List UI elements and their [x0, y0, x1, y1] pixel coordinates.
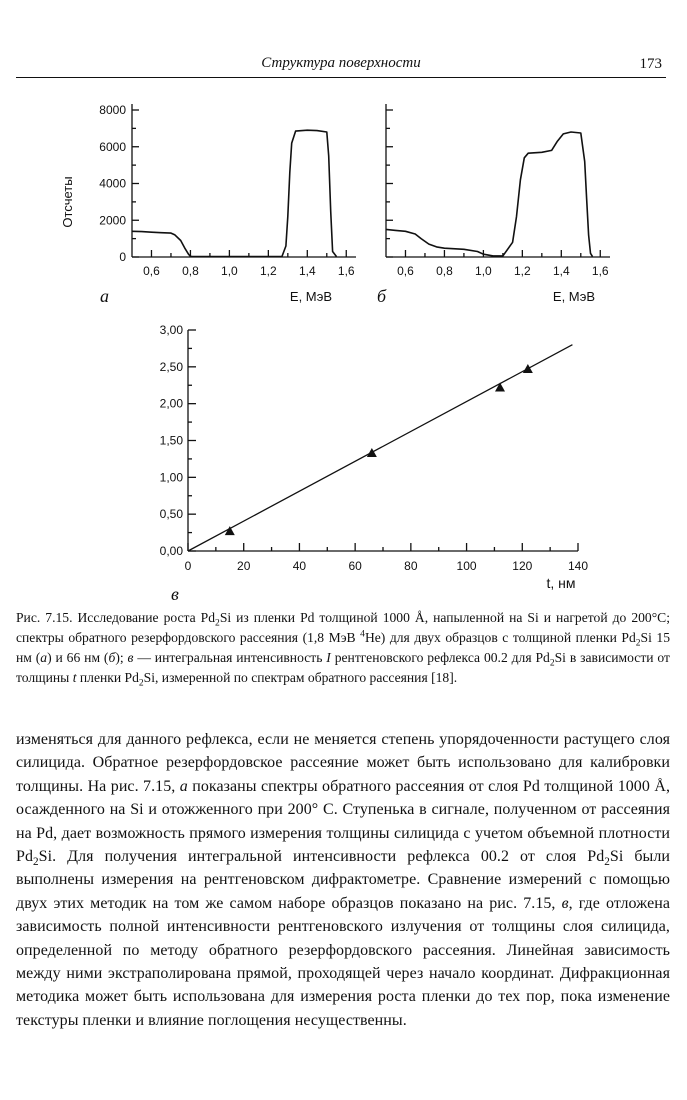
chart-c-data-point — [367, 448, 377, 457]
chart-c-ytick-label: 0,00 — [159, 544, 183, 558]
chart-c-ytick-label: 0,50 — [159, 507, 183, 522]
chart-c-xtick-label: 0 — [184, 559, 192, 573]
chart-b-spectrum-line — [386, 132, 593, 257]
panel-label-a: а — [100, 286, 109, 306]
chart-c-ytick-label: 2,00 — [159, 396, 183, 411]
chart-b-xtick-label: 0,8 — [436, 264, 453, 278]
chart-a-ytick-label: 4000 — [99, 176, 126, 191]
chart-a-spectrum-line — [132, 130, 337, 256]
panel-label-c: в — [171, 584, 179, 604]
chart-c-xtick-label: 20 — [237, 559, 251, 573]
header-title: Структура поверхности — [261, 55, 421, 71]
chart-b-rbs-spectrum — [368, 92, 638, 312]
chart-a-xtick-label: 1,6 — [337, 264, 355, 278]
chart-b-xtick-label: 1,0 — [475, 264, 492, 278]
chart-b-xtick-label: 1,2 — [514, 264, 531, 278]
chart-b-xlabel: E, МэВ — [552, 289, 596, 304]
chart-c-xtick-label: 80 — [404, 559, 418, 573]
chart-a-xtick-label: 0,6 — [143, 264, 160, 278]
chart-c-fit-line — [188, 345, 572, 551]
chart-a-xtick-label: 1,0 — [221, 264, 238, 278]
panel-label-b: б — [377, 286, 387, 306]
chart-c-xtick-label: 100 — [456, 559, 477, 573]
chart-c-xtick-label: 40 — [292, 559, 307, 573]
chart-b-xtick-label: 1,4 — [552, 264, 570, 278]
chart-a-xtick-label: 1,4 — [298, 264, 316, 278]
chart-a-ytick-label: 2000 — [99, 213, 126, 228]
chart-c-ytick-label: 1,00 — [159, 470, 183, 485]
chart-c-intensity-vs-thickness — [130, 318, 600, 593]
chart-c-ytick-label: 2,50 — [159, 359, 183, 374]
chart-b-xtick-label: 0,6 — [397, 264, 414, 278]
chart-a-xtick-label: 0,8 — [182, 264, 199, 278]
chart-a-rbs-spectrum — [56, 92, 366, 312]
chart-c-ytick-label: 1,50 — [159, 433, 183, 448]
body-paragraph: изменяться для данного рефлекса, если не меняется степень упорядоченности растущего слоя силицида. Обратное резерфордовское рассеяние может быть использовано для калибровки толщины. На рис. 7.15, а показаны спектры обратного рассеяния от слоя Pd толщиной 1000 Å, осажденного на Si и отожженного при 200° С. Ступенька в сигнале, полученном от рассеяния на Pd, дает возможность прямого измерения толщины силицида с учетом объемной плотности $Pd_2Si$. Для получения интегральной интенсивности рефлекса 00.2 от слоя $Pd_2Si$ были выполнены измерения на рентгеновском дифрактометре. Сравнение измерений с помощью двух этих методик на том же самом наборе образцов показано на рис. 7.15, в, где отложена зависимость полной интенсивности рентгеновского излучения от толщины слоя силицида, определенной по методу обратного резерфордовского рассеяния. Линейная зависимость между ними экстраполирована прямой, проходящей через начало координат. Дифракционная методика может быть использована для измерения роста пленки до тех пор, пока изменение текстуры пленки и влияние поглощения несущественны. — [16, 731, 670, 1029]
chart-a-ytick-label: 8000 — [99, 103, 126, 117]
chart-c-xtick-label: 60 — [348, 559, 362, 573]
chart-a-ytick-label: 0 — [119, 250, 126, 264]
chart-c-data-point — [523, 364, 533, 373]
running-header — [16, 53, 666, 78]
chart-a-ytick-label: 6000 — [99, 139, 126, 154]
page-number: 173 — [639, 56, 662, 72]
chart-c-ytick-label: 3,00 — [159, 323, 183, 337]
chart-a-xtick-label: 1,2 — [260, 264, 277, 278]
chart-c-xtick-label: 120 — [512, 559, 533, 573]
chart-c-xtick-label: 140 — [567, 559, 589, 573]
chart-a-ylabel: Отсчеты — [60, 176, 75, 228]
chart-a-xlabel: E, МэВ — [289, 289, 333, 304]
chart-b-xtick-label: 1,6 — [591, 264, 609, 278]
figure-caption: Рис. 7.15. Исследование роста $Pd_2Si$ из пленки Pd толщиной 1000 Å, напыленной на Si и нагретой до 200°С; спектры обратного резерфордовского рассеяния (1,8 МэВ $^4$He) для двух образцов с толщиной пленки $Pd_2Si$ 15 нм (а) и 66 нм (б); в — интегральная интенсивность I рентгеновского рефлекса 00.2 для $Pd_2Si$ в зависимости от толщины t пленки $Pd_2Si$, измеренной по спектрам обратного рассеяния [18]. — [16, 610, 670, 689]
chart-c-xlabel: t, нм — [546, 575, 576, 591]
chart-c-data-point — [495, 382, 505, 391]
